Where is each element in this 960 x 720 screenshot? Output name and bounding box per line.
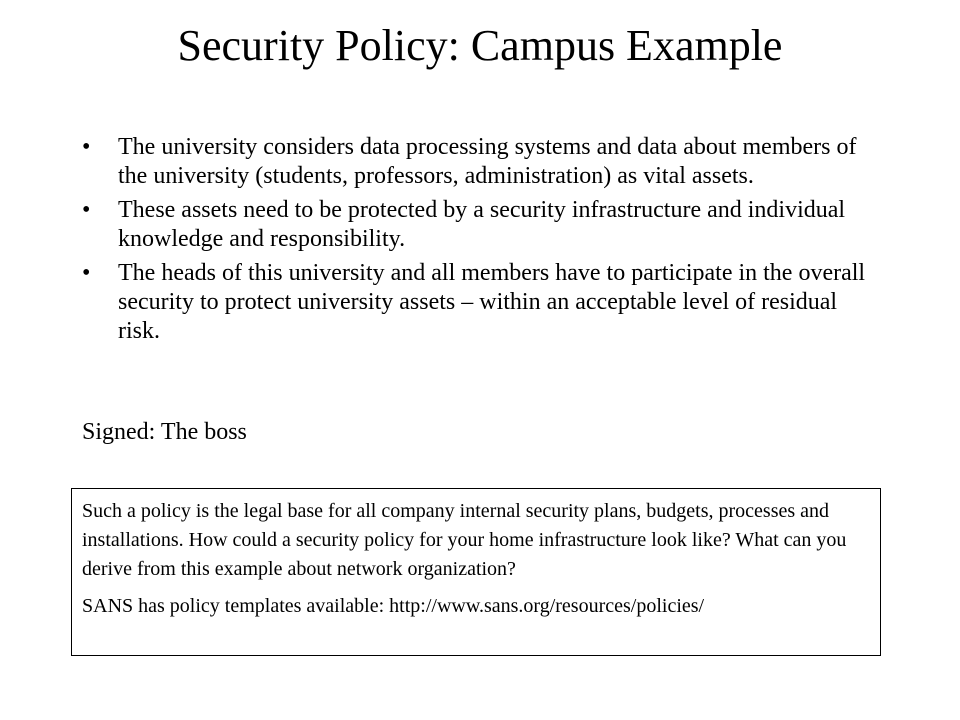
bullet-text: The university considers data processing systems and data about members of the university (students, professors, administration) as vital assets. (118, 134, 857, 189)
note-box (71, 488, 881, 656)
bullet-item (80, 259, 880, 346)
bullet-marker: • (82, 260, 91, 286)
slide-title: Security Policy: Campus Example (177, 21, 783, 70)
bullet-item (80, 133, 880, 191)
bullet-list (80, 133, 880, 351)
note-link-paragraph: SANS has policy templates available: http://www.sans.org/resources/policies/ (82, 595, 705, 617)
signature-line: Signed: The boss (82, 419, 247, 445)
bullet-item (80, 196, 880, 254)
bullet-text: These assets need to be protected by a security infrastructure and individual knowledge and responsibility. (118, 197, 846, 252)
bullet-marker: • (82, 134, 91, 160)
note-paragraph: Such a policy is the legal base for all company internal security plans, budgets, processes and installations. How could a security policy for your home infrastructure look like? What can you derive from this example about network organization? (82, 500, 847, 580)
bullet-marker: • (82, 197, 91, 223)
bullet-text: The heads of this university and all members have to participate in the overall security to protect university assets – within an acceptable level of residual risk. (118, 260, 866, 344)
